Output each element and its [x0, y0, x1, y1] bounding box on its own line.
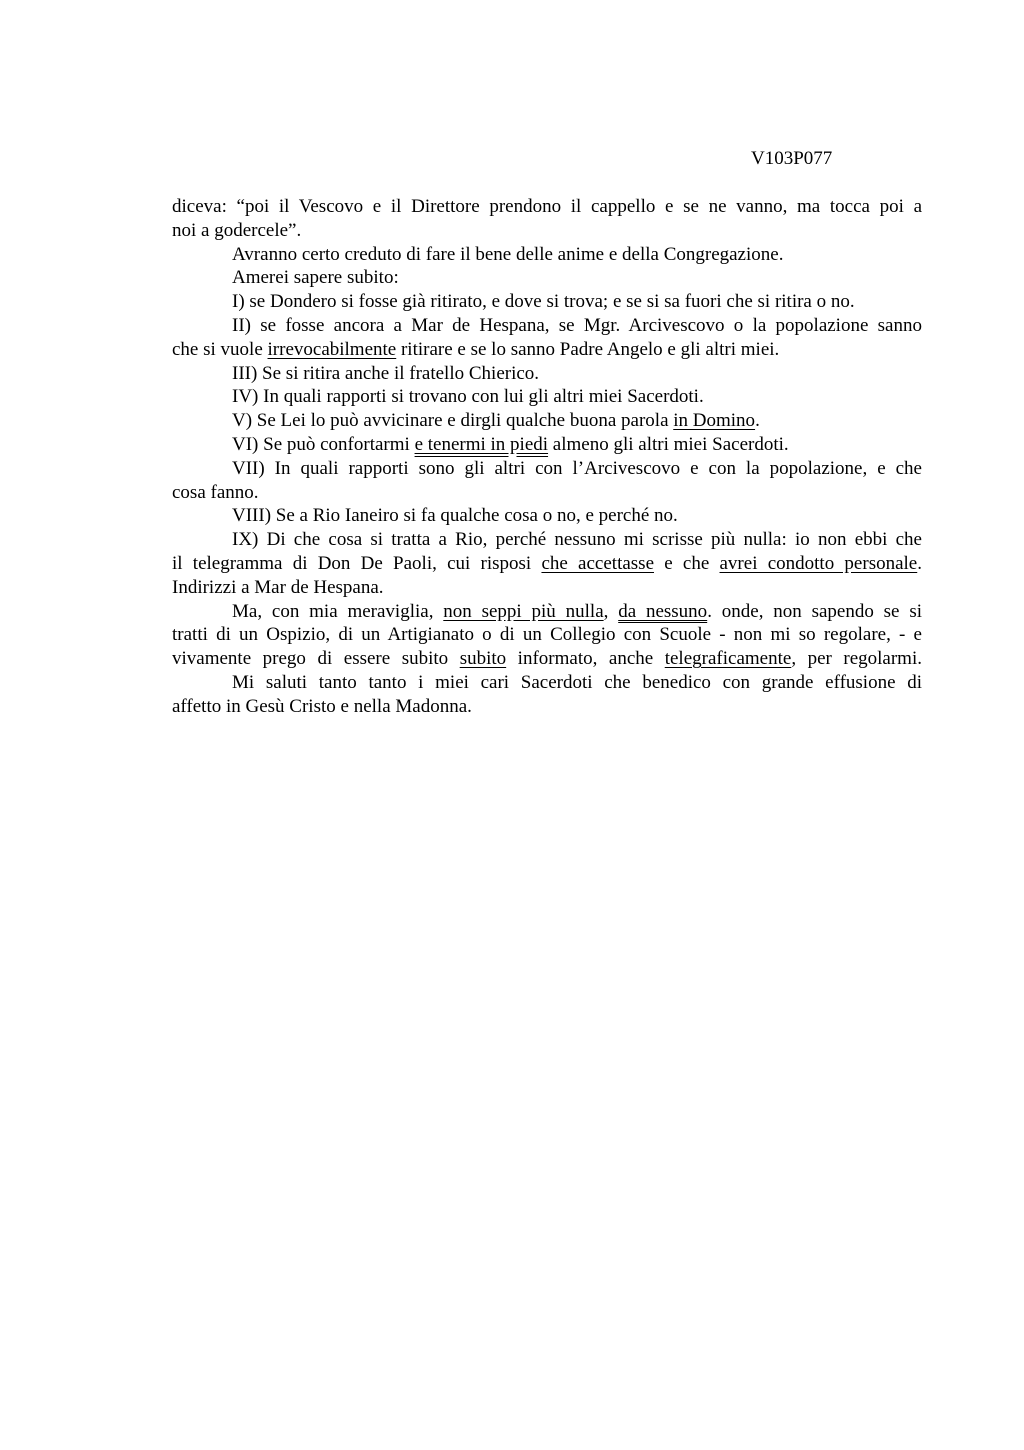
text-line: [172, 195, 922, 219]
underlined-text: da nessuno: [618, 600, 708, 622]
underlined-text: avrei condotto personale: [719, 552, 918, 574]
text-segment: Amerei sapere subito:: [232, 267, 399, 289]
underlined-text: in Domino: [673, 410, 756, 432]
text-segment: VIII) Se a Rio Ianeiro si fa qualche cosa o no, e perché no.: [232, 505, 678, 527]
text-line: [172, 362, 922, 386]
text-segment: IX) Di che cosa si tratta a Rio, perché nessuno mi scrisse più nulla: io non ebbi che: [232, 529, 922, 551]
text-segment: I) se Dondero si fosse già ritirato, e dove si trova; e se si sa fuori che si ritira o no.: [232, 291, 855, 313]
text-line: [172, 647, 922, 671]
text-segment: Indirizzi a Mar de Hespana.: [172, 576, 384, 598]
text-segment: IV) In quali rapporti si trovano con lui gli altri miei Sacerdoti.: [232, 386, 704, 408]
text-segment: il telegramma di Don De Paoli, cui risposi: [172, 552, 542, 574]
text-segment: noi a godercele”.: [172, 219, 302, 241]
underlined-text: subito: [459, 648, 507, 670]
underlined-text: telegraficamente: [664, 648, 792, 670]
text-segment: V) Se Lei lo può avvicinare e dirgli qualche buona parola: [232, 410, 674, 432]
text-segment: II) se fosse ancora a Mar de Hespana, se Mgr. Arcivescovo o la popolazione sanno: [232, 314, 922, 336]
text-line: [172, 290, 922, 314]
text-segment: , per regolarmi.: [791, 648, 922, 670]
text-line: [172, 409, 922, 433]
underlined-text: irrevocabilmente: [267, 338, 397, 360]
text-line: [172, 528, 922, 552]
text-line: [172, 671, 922, 695]
text-line: [172, 504, 922, 528]
text-line: [172, 695, 922, 719]
text-segment: vivamente prego di essere subito: [172, 648, 460, 670]
text-segment: ritirare e se lo sanno Padre Angelo e gli altri miei.: [396, 338, 780, 360]
underlined-text: e tenermi in piedi: [414, 433, 549, 455]
text-segment: .: [755, 410, 760, 432]
underlined-text: che accettasse: [541, 552, 654, 574]
text-segment: che si vuole: [172, 338, 268, 360]
text-segment: affetto in Gesù Cristo e nella Madonna.: [172, 695, 472, 717]
text-segment: Ma, con mia meraviglia,: [232, 600, 444, 622]
text-segment: informato, anche: [506, 648, 665, 670]
text-segment: . onde, non sapendo se si: [707, 600, 922, 622]
text-line: [172, 266, 922, 290]
text-line: [172, 314, 922, 338]
text-segment: Mi saluti tanto tanto i miei cari Sacerdoti che benedico con grande effusione di: [232, 671, 922, 693]
underlined-text: non seppi più nulla: [443, 600, 604, 622]
text-line: [172, 576, 922, 600]
text-segment: III) Se si ritira anche il fratello Chierico.: [232, 362, 540, 384]
text-segment: VI) Se può confortarmi: [232, 433, 415, 455]
text-line: [172, 385, 922, 409]
text-segment: ,: [603, 600, 619, 622]
text-line: [172, 457, 922, 481]
text-line: [172, 600, 922, 624]
text-segment: diceva: “poi il Vescovo e il Direttore prendono il cappello e se ne vanno, ma tocca poi a: [172, 196, 922, 217]
text-line: [172, 433, 922, 457]
text-segment: almeno gli altri miei Sacerdoti.: [548, 433, 789, 455]
text-segment: tratti di un Ospizio, di un Artigianato o di un Collegio con Scuole - non mi so regolare, - e: [172, 624, 922, 646]
text-segment: Avranno certo creduto di fare il bene delle anime e della Congregazione.: [232, 243, 784, 265]
text-line: [172, 623, 922, 647]
page-reference: V103P077: [751, 148, 833, 169]
text-line: [172, 219, 922, 243]
text-segment: .: [917, 552, 922, 574]
text-segment: VII) In quali rapporti sono gli altri con l’Arcivescovo e con la popolazione, e che: [232, 457, 922, 479]
text-segment: cosa fanno.: [172, 481, 259, 503]
text-line: [172, 338, 922, 362]
text-line: [172, 243, 922, 267]
text-line: [172, 552, 922, 576]
text-segment: e che: [654, 552, 720, 574]
letter-body: [172, 195, 922, 719]
text-line: [172, 481, 922, 505]
